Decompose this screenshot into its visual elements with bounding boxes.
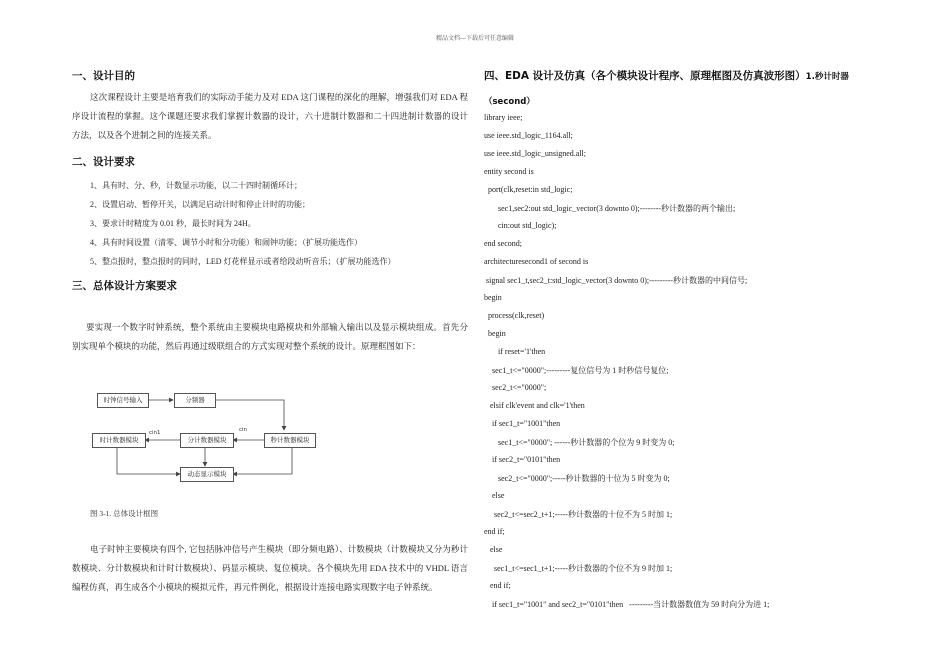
minute-counter-box: 分计数器模块 bbox=[180, 433, 234, 448]
section3-title: 三、总体设计方案要求 bbox=[72, 280, 177, 292]
code-line: sec2_t<="0000"; bbox=[484, 383, 547, 392]
code-line: if reset='1'then bbox=[484, 347, 546, 356]
section1-title: 一、设计目的 bbox=[72, 70, 135, 82]
cin1-label: cin1 bbox=[149, 430, 161, 436]
code-line: port(clk,reset:in std_logic; bbox=[484, 185, 573, 194]
section4-subtitle-2: （second） bbox=[484, 97, 535, 107]
section4-title-main: 四、EDA 设计及仿真（各个模块设计程序、原理框图及仿真波形图） bbox=[484, 70, 806, 82]
requirement-item: 5、整点报时，整点报时的同时，LED 灯花样显示或者给段动听音乐；（扩展功能选作） bbox=[90, 257, 396, 266]
code-line: sec2_t<=sec2_t+1;-----秒计数器的十位不为 5 时加 1; bbox=[484, 510, 673, 519]
code-line: if sec2_t="0101"then bbox=[484, 455, 561, 464]
code-line: end if; bbox=[484, 581, 511, 590]
code-line: sec1_t<=sec1_t+1;-----秒计数器的个位不为 9 时加 1; bbox=[484, 564, 673, 573]
page-header: 精品文档---下载后可任意编辑 bbox=[436, 36, 514, 42]
requirement-item: 4、具有时间设置（清零、调节小时和分功能）和闹钟功能；（扩展功能选作） bbox=[90, 238, 362, 247]
code-line: end if; bbox=[484, 527, 505, 536]
display-module-box: 动态显示模块 bbox=[180, 467, 234, 482]
clock-input-box: 时钟信号输入 bbox=[97, 393, 149, 408]
code-line: entity second is bbox=[484, 167, 534, 176]
code-line: signal sec1_t,sec2_t:std_logic_vector(3 downto 0);---------秒计数器的中间信号; bbox=[484, 276, 748, 285]
requirement-item: 1、具有时、分、秒，计数显示功能，以二十四时制循环计； bbox=[90, 181, 302, 190]
code-line: use ieee.std_logic_unsigned.all; bbox=[484, 149, 586, 158]
divider-box: 分频器 bbox=[174, 393, 216, 408]
section1-paragraph: 这次课程设计主要是培育我们的实际动手能力及对 EDA 这门课程的深化的理解，增强我们对 EDA 程序设计流程的掌握。这个课题还要求我们掌握计数器的设计，六十进制计数器和二十四进制计数器的设计方法，以及各个进制之间的连接关系。 bbox=[72, 92, 468, 140]
section4-subtitle: 1.秒计时器 bbox=[805, 72, 849, 82]
cin-label: cin bbox=[239, 427, 248, 433]
code-line: library ieee; bbox=[484, 113, 523, 122]
code-line: sec2_t<="0000";-----秒计数器的十位为 5 时变为 0; bbox=[484, 474, 670, 483]
code-line: architecturesecond1 of second is bbox=[484, 257, 589, 266]
second-counter-box: 秒计数器模块 bbox=[264, 433, 316, 448]
code-line: if sec1_t="1001" and sec2_t="0101"then ---------当计数器数值为 59 时向分为进 1; bbox=[484, 600, 770, 609]
code-line: begin bbox=[484, 329, 506, 338]
code-line: end second; bbox=[484, 239, 522, 248]
code-line: sec1,sec2:out std_logic_vector(3 downto 0);--------秒计数器的两个输出; bbox=[484, 204, 736, 213]
section4-title bbox=[484, 68, 849, 83]
hour-counter-box: 时计数器模块 bbox=[92, 433, 146, 448]
code-line: sec1_t<="0000";---------复位信号为 1 时秒信号复位; bbox=[484, 366, 669, 375]
code-line: if sec1_t="1001"then bbox=[484, 419, 561, 428]
code-line: begin bbox=[484, 293, 502, 302]
code-line: cin:out std_logic); bbox=[484, 221, 557, 230]
requirement-item: 2、设置启动、暂停开关，以满足启动计时和停止计时的功能； bbox=[90, 200, 310, 209]
block-diagram bbox=[87, 386, 387, 494]
requirement-item: 3、要求计时精度为 0.01 秒，最长时间为 24H。 bbox=[90, 219, 256, 228]
section2-title: 二、设计要求 bbox=[72, 156, 135, 168]
code-line: sec1_t<="0000"; ------秒计数器的个位为 9 时变为 0; bbox=[484, 438, 675, 447]
code-line: use ieee.std_logic_1164.all; bbox=[484, 131, 573, 140]
figure-caption: 图 3-1. 总体设计框图 bbox=[90, 509, 159, 518]
code-line: else bbox=[484, 491, 505, 500]
code-line: elsif clk'event and clk='1'then bbox=[484, 401, 585, 410]
code-line: process(clk,reset) bbox=[484, 311, 545, 320]
code-line: else bbox=[484, 545, 503, 554]
section3-paragraph: 要实现一个数字时钟系统，整个系统由主要模块电路模块和外部输入输出以及显示模块组成。首先分别实现单个模块的功能，然后再通过级联组合的方式实现对整个系统的设计。原理框图如下： bbox=[72, 322, 468, 351]
closing-paragraph: 电子时钟主要模块有四个, 它包括脉冲信号产生模块（即分频电路）、计数模块（计数模块又分为秒计数模块、分计数模块和计时计数模块）、码显示模块、复位模块。各个模块先用 EDA 技术中的 VHDL 语言编程仿真，再生成各个小模块的模拟元件，再元件例化，根据设计连接电路实现数字电子钟系统。 bbox=[72, 544, 468, 592]
